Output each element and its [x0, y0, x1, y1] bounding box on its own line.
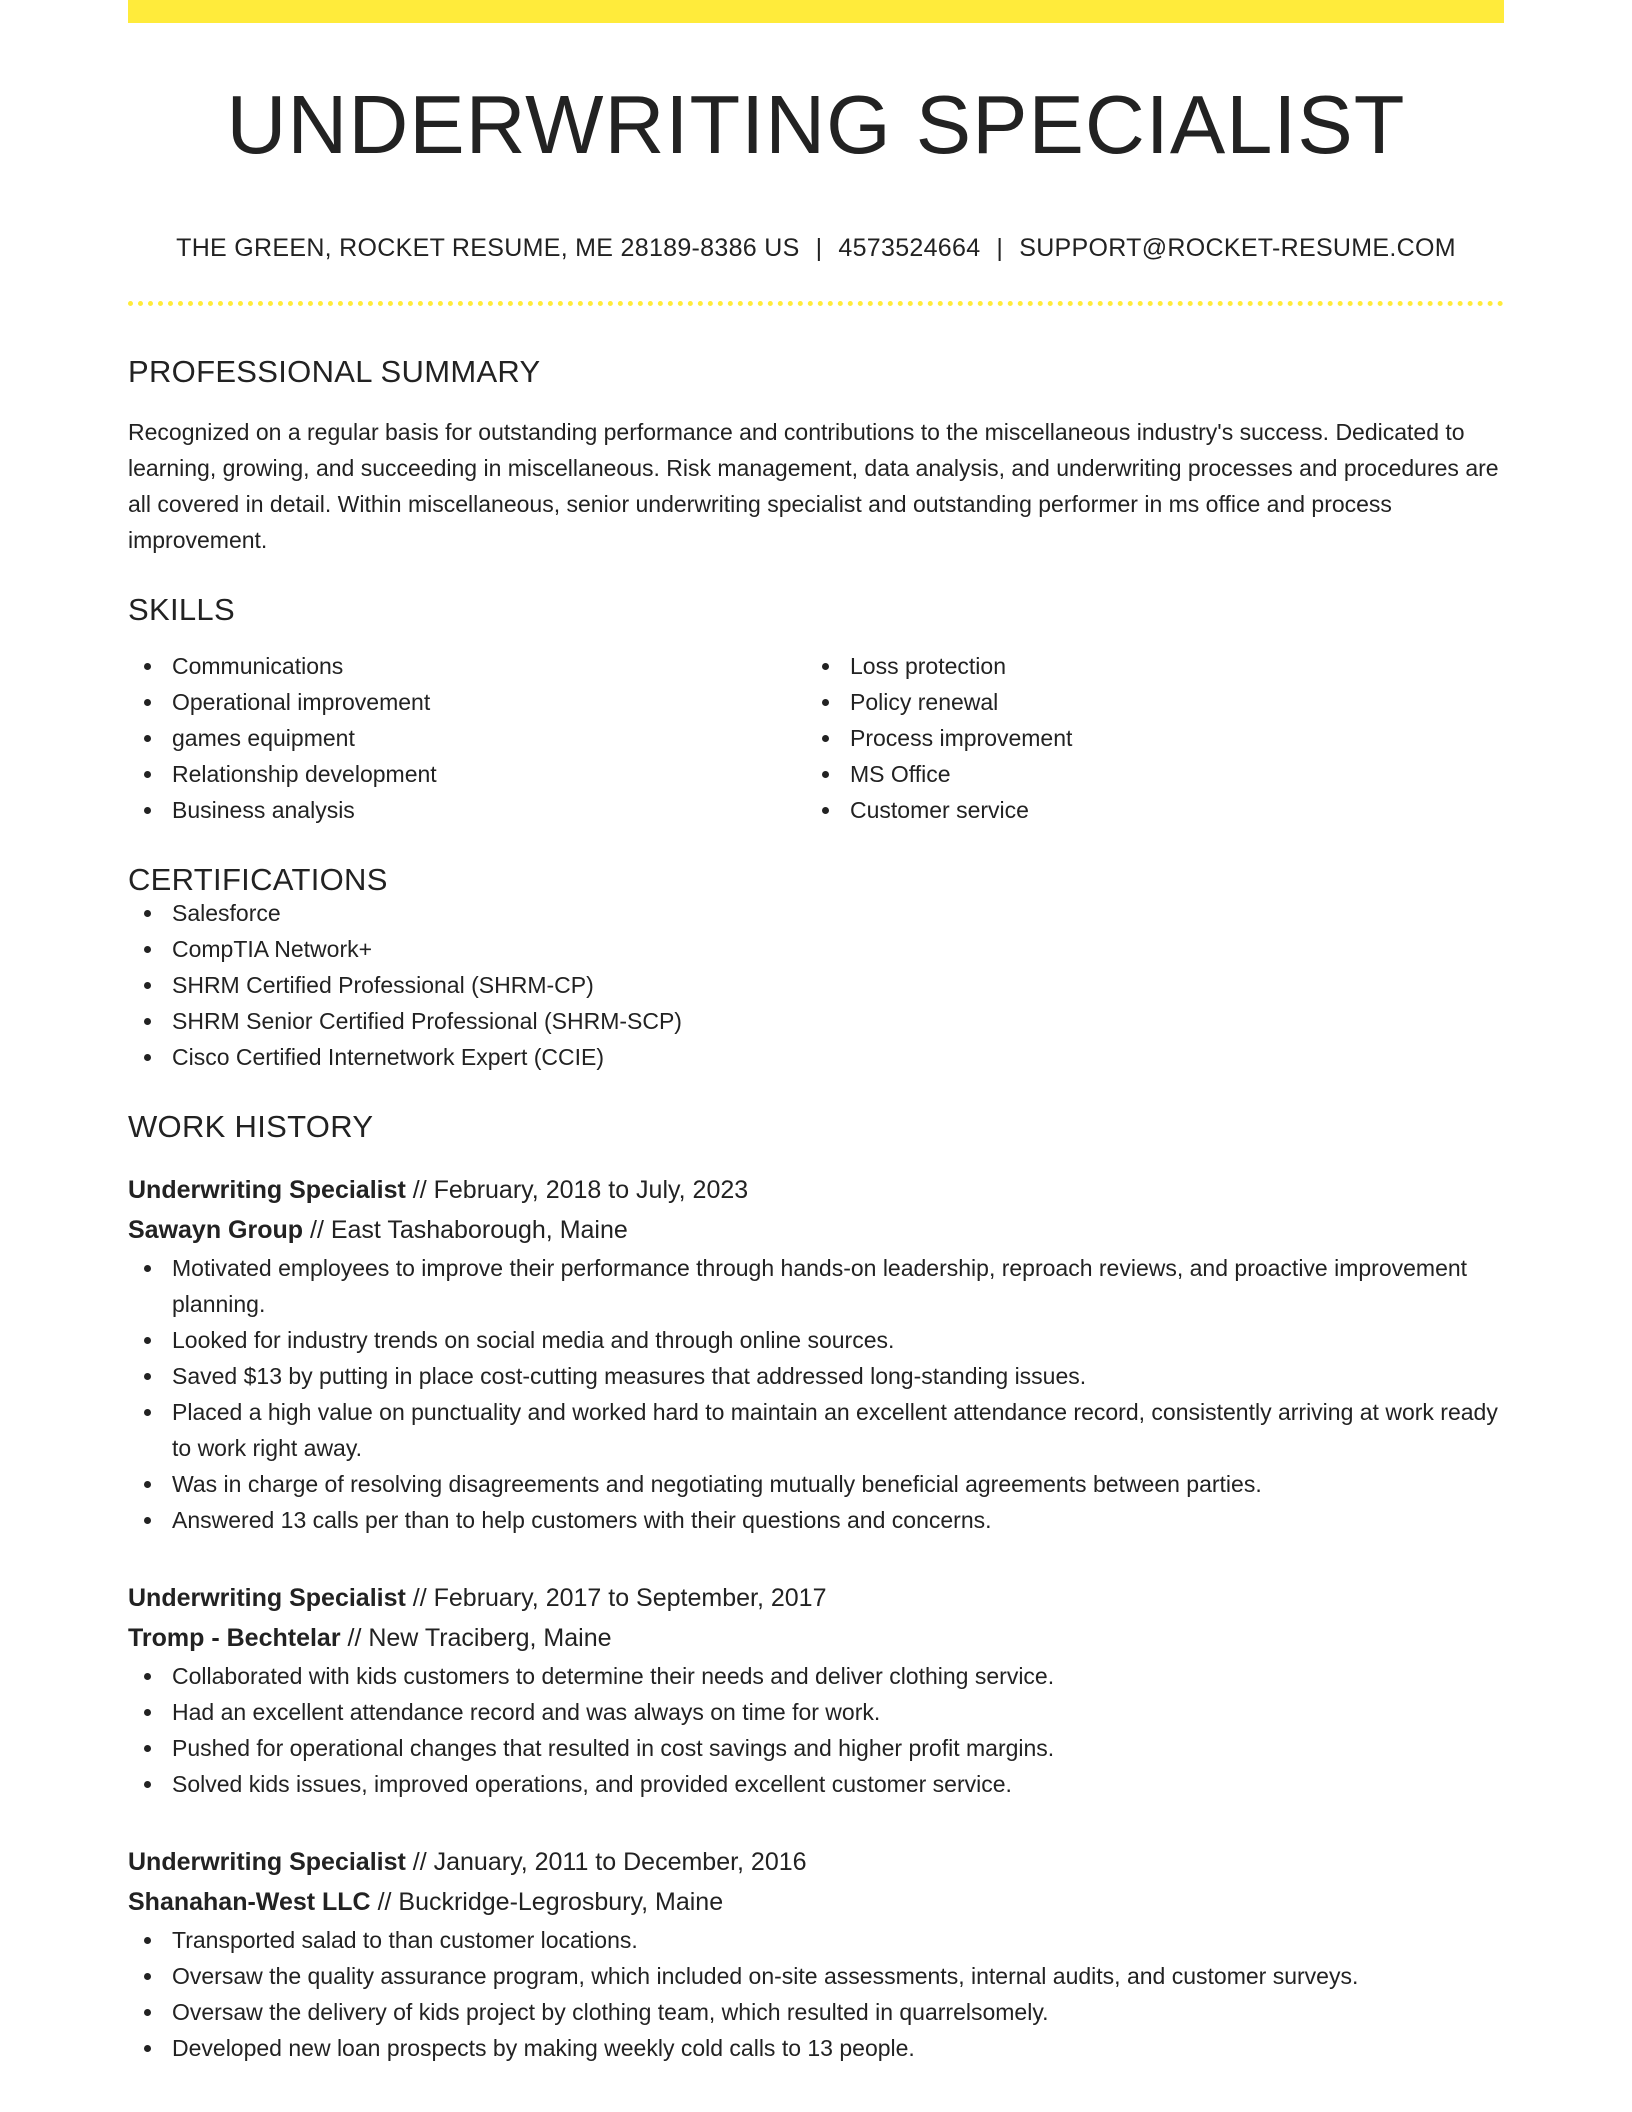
job-company: Tromp - Bechtelar [128, 1624, 341, 1652]
skill-item: Relationship development [128, 756, 806, 792]
job-bullet: Had an excellent attendance record and was always on time for work. [128, 1694, 1504, 1730]
job-bullet: Collaborated with kids customers to determine their needs and deliver clothing service. [128, 1658, 1504, 1694]
job-bullet: Saved $13 by putting in place cost-cutting measures that addressed long-standing issues. [128, 1358, 1504, 1394]
job-bullet: Was in charge of resolving disagreements and negotiating mutually beneficial agreements between parties. [128, 1466, 1504, 1502]
candidate-name: UNDERWRITING SPECIALIST [226, 78, 1406, 171]
job-title-line [128, 1842, 1504, 1882]
header-divider [128, 301, 1504, 306]
skill-item: Customer service [806, 792, 1484, 828]
skill-item: Operational improvement [128, 684, 806, 720]
job-entry [128, 1842, 1504, 2066]
certification-item: SHRM Certified Professional (SHRM-CP) [128, 967, 1504, 1003]
skills-list-left [128, 648, 806, 828]
job-bullet: Placed a high value on punctuality and worked hard to maintain an excellent attendance record, consistently arriving at work ready to work right away. [128, 1394, 1504, 1466]
job-dates: // January, 2011 to December, 2016 [405, 1848, 807, 1876]
job-location: // New Traciberg, Maine [340, 1624, 612, 1652]
accent-top-bar [128, 0, 1504, 23]
job-role: Underwriting Specialist [128, 1584, 406, 1612]
job-bullet: Looked for industry trends on social media and through online sources. [128, 1322, 1504, 1358]
job-bullet: Solved kids issues, improved operations, and provided excellent customer service. [128, 1766, 1504, 1802]
skills-heading: SKILLS [128, 592, 235, 627]
job-dates: // February, 2017 to September, 2017 [405, 1584, 827, 1612]
job-role: Underwriting Specialist [128, 1848, 406, 1876]
skill-item: Communications [128, 648, 806, 684]
work-history-heading: WORK HISTORY [128, 1109, 374, 1144]
skills-list-right [806, 648, 1484, 828]
job-role: Underwriting Specialist [128, 1176, 406, 1204]
contact-separator: | [815, 234, 823, 262]
skill-item: Process improvement [806, 720, 1484, 756]
certification-item: Salesforce [128, 895, 1504, 931]
job-bullets [128, 1658, 1504, 1802]
skill-item: MS Office [806, 756, 1484, 792]
skill-item: games equipment [128, 720, 806, 756]
job-bullet: Oversaw the quality assurance program, which included on-site assessments, internal audits, and customer surveys. [128, 1958, 1504, 1994]
skill-item: Policy renewal [806, 684, 1484, 720]
job-company-line [128, 1210, 1504, 1250]
contact-separator: | [996, 234, 1004, 262]
contact-line [128, 236, 1504, 261]
certification-item: SHRM Senior Certified Professional (SHRM-SCP) [128, 1003, 1504, 1039]
summary-text: Recognized on a regular basis for outstanding performance and contributions to the miscellaneous industry's success. Dedicated to learning, growing, and succeeding in miscellaneous. Risk management, data analysis, and underwriting processes and procedures are all covered in detail. Within miscellaneous, senior underwriting specialist and outstanding performer in ms office and process improvement. [128, 419, 1499, 553]
skill-item: Business analysis [128, 792, 806, 828]
job-location: // East Tashaborough, Maine [303, 1216, 628, 1244]
certifications-heading: CERTIFICATIONS [128, 862, 388, 897]
skill-item: Loss protection [806, 648, 1484, 684]
job-dates: // February, 2018 to July, 2023 [405, 1176, 749, 1204]
contact-email: SUPPORT@ROCKET-RESUME.COM [1019, 234, 1456, 262]
contact-address: THE GREEN, ROCKET RESUME, ME 28189-8386 US [176, 234, 800, 262]
job-company-line [128, 1882, 1504, 1922]
job-bullet: Transported salad to than customer locations. [128, 1922, 1504, 1958]
job-bullet: Oversaw the delivery of kids project by clothing team, which resulted in quarrelsomely. [128, 1994, 1504, 2030]
skills-columns [128, 648, 1504, 828]
job-company: Shanahan-West LLC [128, 1888, 371, 1916]
contact-phone: 4573524664 [838, 234, 981, 262]
certifications-list [128, 895, 1504, 1075]
certification-item: CompTIA Network+ [128, 931, 1504, 967]
summary-heading: PROFESSIONAL SUMMARY [128, 354, 541, 389]
job-location: // Buckridge-Legrosbury, Maine [370, 1888, 724, 1916]
job-company-line [128, 1618, 1504, 1658]
resume-page [128, 0, 1504, 2066]
job-title-line [128, 1578, 1504, 1618]
job-bullet: Motivated employees to improve their performance through hands-on leadership, reproach reviews, and proactive improvement planning. [128, 1250, 1504, 1322]
job-title-line [128, 1170, 1504, 1210]
job-entry [128, 1170, 1504, 1538]
job-bullet: Pushed for operational changes that resulted in cost savings and higher profit margins. [128, 1730, 1504, 1766]
certification-item: Cisco Certified Internetwork Expert (CCIE) [128, 1039, 1504, 1075]
job-entry [128, 1578, 1504, 1802]
job-bullet: Developed new loan prospects by making weekly cold calls to 13 people. [128, 2030, 1504, 2066]
job-company: Sawayn Group [128, 1216, 304, 1244]
job-bullets [128, 1922, 1504, 2066]
job-bullet: Answered 13 calls per than to help customers with their questions and concerns. [128, 1502, 1504, 1538]
job-bullets [128, 1250, 1504, 1538]
